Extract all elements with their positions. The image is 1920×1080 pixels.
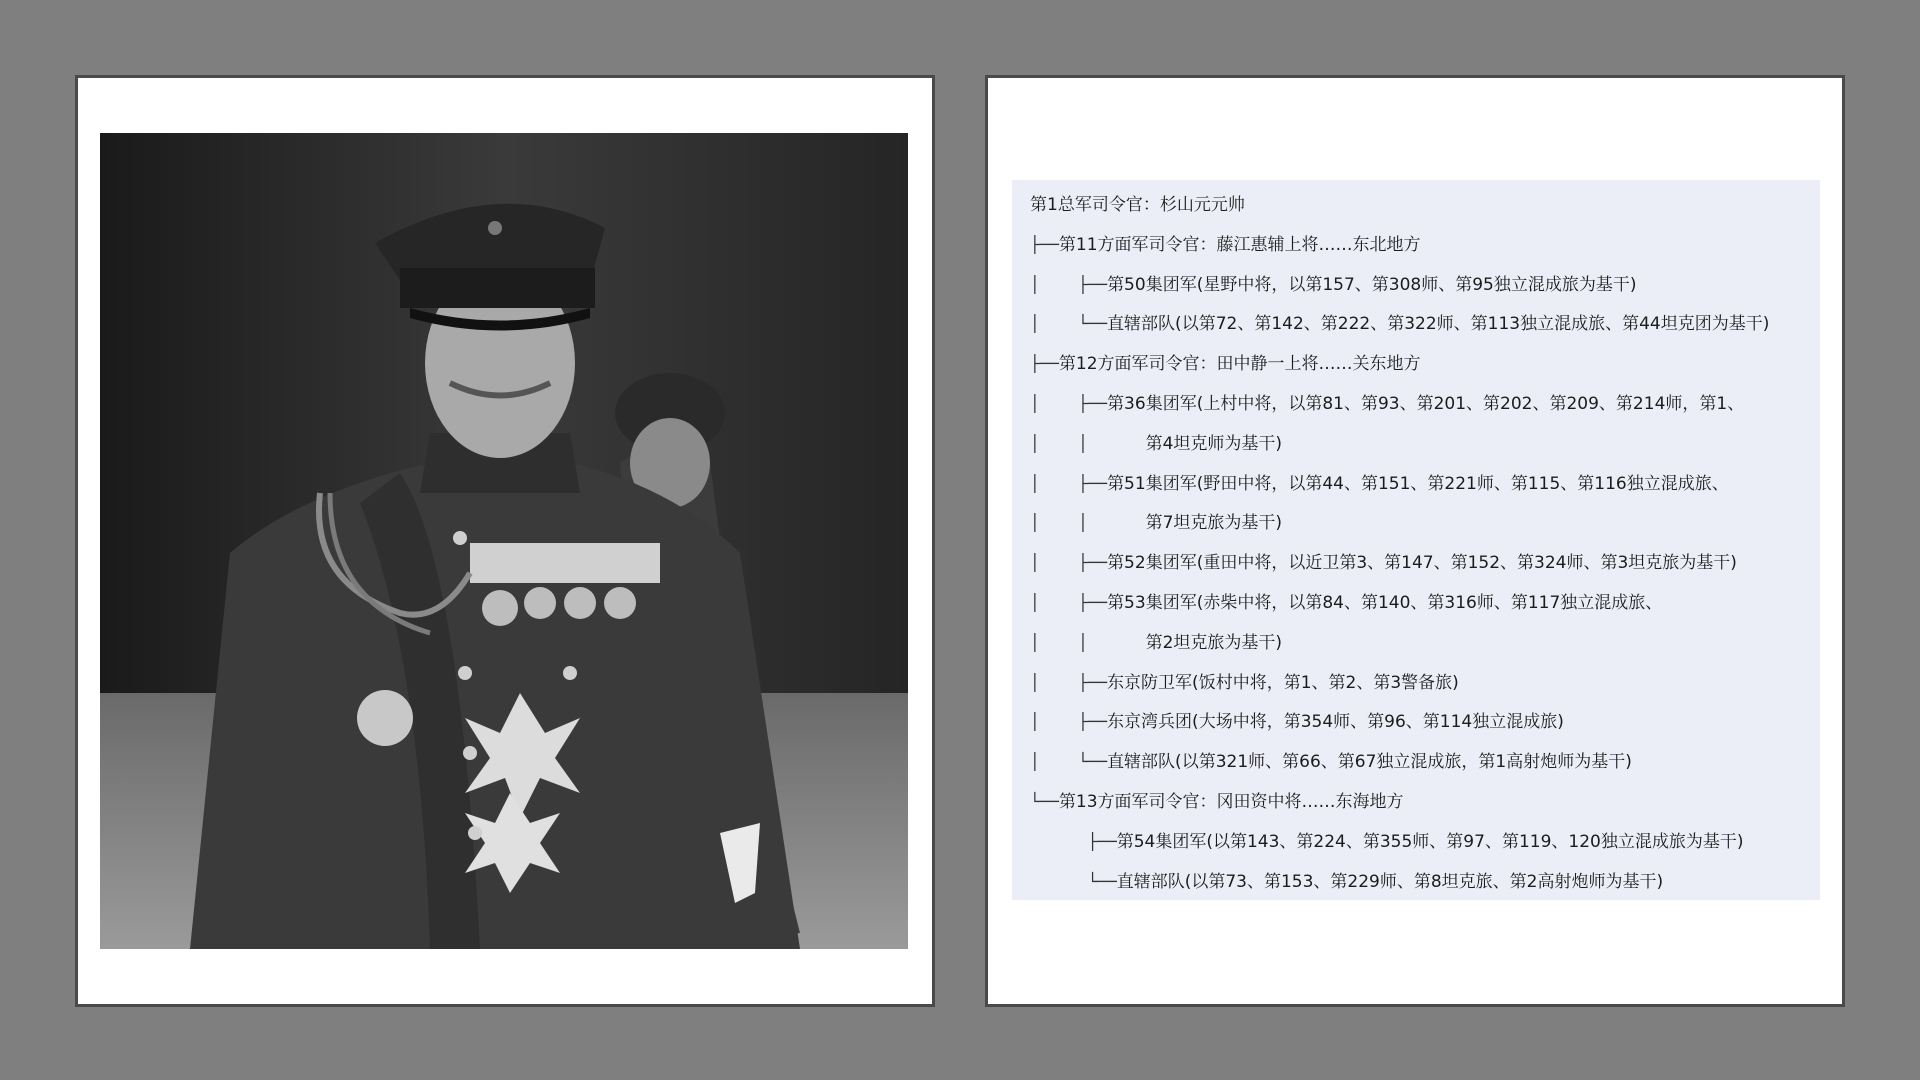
tree-line [1030,702,1820,742]
tree-line [1030,782,1820,822]
tree-line [1030,543,1820,583]
tree-branch-prefix: ├── [1030,234,1059,254]
tree-line-text: 东京湾兵团(大场中将，第354师、第96、第114独立混成旅) [1107,712,1564,733]
tree-branch-prefix: │ ├── [1030,592,1108,612]
tree-line-text: 第7坦克旅为基干) [1145,513,1283,534]
tree-line-text: 第54集团军(以第143、第224、第355师、第97、第119、120独立混成旅为基干) [1116,831,1744,852]
tree-line-text: 第1总军司令官：杉山元元帅 [1030,195,1245,215]
tree-line-text: 第36集团军(上村中将，以第81、第93、第201、第202、第209、第214师，第1、 [1107,393,1745,414]
army-organization-tree [1012,180,1820,900]
tree-branch-prefix: │ └── [1030,752,1108,772]
tree-branch-prefix: │ ├── [1030,274,1108,294]
tree-branch-prefix: │ ├── [1030,672,1108,692]
tree-branch-prefix: │ ├── [1030,553,1108,573]
tree-line-text: 第11方面军司令官：藤江惠辅上将……东北地方 [1058,234,1421,255]
tree-branch-prefix: │ │ [1030,433,1146,453]
tree-line-text: 第2坦克旅为基干) [1145,632,1283,653]
tree-line-text: 第53集团军(赤柴中将，以第84、第140、第316师、第117独立混成旅、 [1107,592,1663,613]
photo-panel [75,75,935,1007]
tree-line-text: 第51集团军(野田中将，以第44、第151、第221师、第115、第116独立混成旅、 [1107,473,1729,494]
tree-branch-prefix: └── [1030,791,1059,811]
tree-line-text: 第50集团军(星野中将，以第157、第308师、第95独立混成旅为基干) [1107,274,1637,295]
tree-line [1030,225,1820,265]
tree-line [1030,464,1820,504]
tree-line [1030,185,1820,225]
tree-branch-prefix: │ ├── [1030,473,1108,493]
tree-line-text: 第52集团军(重田中将，以近卫第3、第147、第152、第324师、第3坦克旅为基干) [1107,553,1737,574]
tree-branch-prefix: ├── [1030,831,1117,851]
tree-line [1030,344,1820,384]
tree-line-text: 东京防卫军(饭村中将，第1、第2、第3警备旅) [1107,672,1459,693]
general-portrait-photo [100,133,908,949]
tree-line-text: 直辖部队(以第72、第142、第222、第322师、第113独立混成旅、第44坦克团为基干) [1107,314,1770,335]
tree-line [1030,862,1820,902]
tree-line-text: 第13方面军司令官：冈田资中将……东海地方 [1058,791,1404,812]
tree-branch-prefix: │ │ [1030,513,1146,533]
tree-line-text: 第4坦克师为基干) [1145,433,1283,454]
tree-line [1030,503,1820,543]
tree-line [1030,623,1820,663]
tree-line [1030,742,1820,782]
tree-branch-prefix: │ ├── [1030,393,1108,413]
tree-line [1030,822,1820,862]
tree-branch-prefix: │ │ [1030,632,1146,652]
tree-line [1030,583,1820,623]
tree-line-text: 第12方面军司令官：田中静一上将……关东地方 [1058,354,1421,375]
tree-branch-prefix: └── [1030,871,1117,891]
tree-line [1030,304,1820,344]
tree-branch-prefix: │ ├── [1030,712,1108,732]
tree-branch-prefix: │ └── [1030,314,1108,334]
tree-line [1030,384,1820,424]
org-chart-panel [985,75,1845,1007]
tree-branch-prefix: ├── [1030,354,1059,374]
tree-line [1030,663,1820,703]
tree-line [1030,265,1820,305]
tree-line-text: 直辖部队(以第321师、第66、第67独立混成旅，第1高射炮师为基干) [1107,752,1632,773]
tree-line [1030,424,1820,464]
tree-line-text: 直辖部队(以第73、第153、第229师、第8坦克旅、第2高射炮师为基干) [1116,871,1664,892]
